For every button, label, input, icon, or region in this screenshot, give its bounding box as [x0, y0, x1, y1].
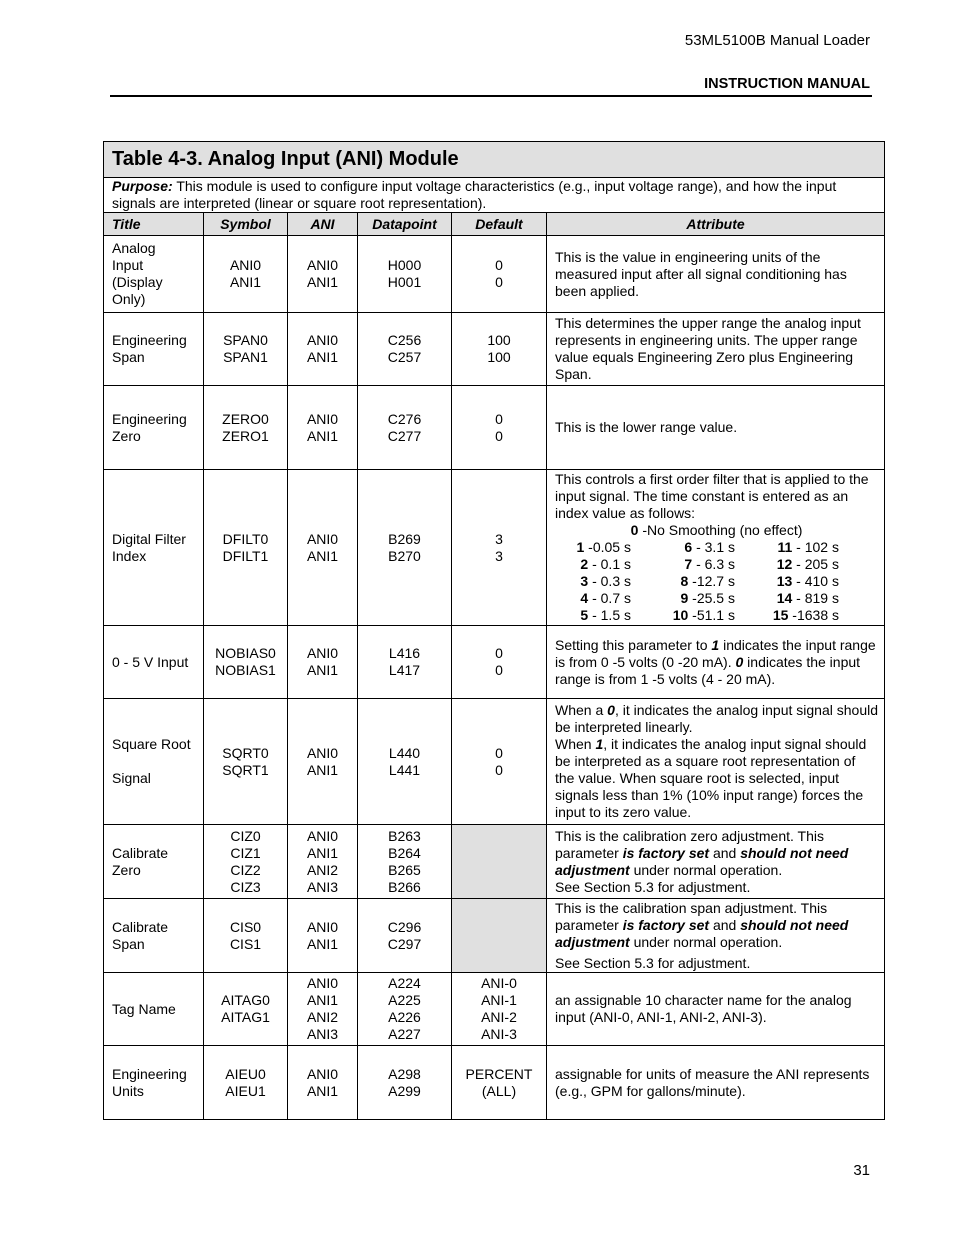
symbol-value: DFILT0	[222, 530, 269, 547]
table-row	[104, 386, 885, 470]
attribute-text: , it indicates the analog input signal should be interpreted as a square root representation of the value. When square root is selected, input signals less than 1% (10% input range) forces the input to its zero value.	[555, 736, 867, 820]
ani-value: ANI2	[306, 861, 339, 878]
filter-entry	[555, 607, 659, 624]
filter-zero-line	[555, 522, 878, 539]
row-attribute: an assignable 10 character name for the analog input (ANI-0, ANI-1, ANI-2, ANI-3).	[547, 973, 885, 1046]
default-value: 0	[495, 427, 503, 444]
symbol-value: SQRT0	[222, 744, 269, 761]
datapoint-value: A298	[388, 1065, 421, 1082]
filter-index: 6	[684, 539, 693, 555]
filter-value: - 1.5 s	[588, 607, 631, 623]
datapoint-value: H001	[387, 274, 422, 290]
default-value: 0	[495, 744, 503, 761]
ani-value: ANI1	[306, 844, 339, 861]
table-row	[104, 825, 885, 899]
filter-entry	[555, 539, 659, 556]
filter-index: 14	[776, 590, 793, 606]
default-value: 100	[487, 332, 511, 348]
row-symbol	[204, 626, 288, 699]
datapoint-value: B270	[388, 547, 421, 564]
filter-entry	[555, 590, 659, 607]
ani-value: ANI2	[306, 1009, 339, 1025]
row-symbol	[204, 1046, 288, 1120]
table-row	[104, 313, 885, 386]
attribute-text: and	[709, 916, 741, 933]
default-value: 100	[487, 349, 511, 365]
filter-value: - 3.1 s	[692, 539, 735, 555]
row-datapoint	[358, 470, 452, 626]
default-value: 0	[495, 410, 503, 427]
ani-value: ANI0	[306, 827, 339, 844]
row-title	[104, 825, 204, 899]
row-default	[452, 470, 547, 626]
ani-value: ANI3	[306, 878, 339, 895]
filter-value: -25.5 s	[688, 590, 735, 606]
table-row	[104, 626, 885, 699]
filter-value: -1638 s	[788, 607, 839, 623]
row-attribute	[547, 699, 885, 825]
row-symbol	[204, 386, 288, 470]
datapoint-value: B265	[388, 861, 421, 878]
default-value: ANI-0	[481, 975, 517, 991]
ani-value: ANI0	[306, 1065, 339, 1082]
attribute-emphasis: should not need adjustment	[555, 844, 849, 878]
manual-label: INSTRUCTION MANUAL	[704, 76, 870, 92]
filter-index: 7	[684, 556, 693, 572]
ani-value: ANI0	[306, 975, 339, 991]
title-line: Span	[112, 935, 145, 952]
filter-index: 9	[680, 590, 689, 606]
attribute-text: under normal operation.	[629, 933, 783, 950]
row-attribute	[547, 899, 885, 973]
symbol-value: ANI0	[229, 257, 262, 273]
default-value: 0	[495, 257, 503, 273]
ani-value: ANI1	[306, 274, 339, 290]
document-title: 53ML5100B Manual Loader	[684, 32, 870, 49]
attribute-see-section: See Section 5.3 for adjustment.	[555, 878, 751, 895]
column-header-row	[104, 213, 885, 236]
row-datapoint	[358, 313, 452, 386]
default-value: 0	[495, 645, 503, 661]
filter-description: This controls a first order filter that is applied to the input signal. The time constant is entered as an index value as follows:	[555, 471, 869, 521]
row-ani	[288, 386, 358, 470]
attribute-paragraph	[555, 702, 878, 736]
row-symbol	[204, 699, 288, 825]
filter-value: - 0.3 s	[588, 573, 631, 589]
column-header-ani: ANI	[288, 213, 358, 236]
filter-index: 13	[776, 573, 793, 589]
row-title: Tag Name	[104, 973, 204, 1046]
row-symbol	[204, 973, 288, 1046]
attribute-emphasis: is factory set	[622, 916, 710, 933]
filter-index-table	[555, 539, 878, 624]
title-line: Zero	[112, 427, 141, 444]
row-datapoint	[358, 236, 452, 313]
filter-index: 8	[680, 573, 689, 589]
datapoint-value: C276	[387, 410, 422, 427]
filter-index: 11	[777, 539, 793, 555]
table-row	[104, 699, 885, 825]
ani-value: ANI1	[306, 935, 339, 952]
purpose-row	[104, 178, 885, 213]
filter-entry	[555, 573, 659, 590]
attribute-text: under normal operation.	[629, 861, 783, 878]
ani-module-table	[103, 141, 885, 1120]
purpose-text: This module is used to configure input voltage characteristics (e.g., input voltage range), and how the input signals are interpreted (linear or square root representation).	[112, 178, 837, 211]
filter-entry	[763, 573, 867, 590]
filter-index: 0	[630, 522, 639, 538]
filter-index: 12	[776, 556, 793, 572]
row-ani	[288, 973, 358, 1046]
filter-value: - 0.1 s	[588, 556, 631, 572]
filter-index: 3	[580, 573, 589, 589]
symbol-value: AIEU1	[225, 1082, 266, 1099]
default-value: 0	[495, 761, 503, 778]
row-attribute: This determines the upper range the analog input represents in engineering units. The upper range value equals Engineering Zero plus Engineering Span.	[547, 313, 885, 386]
row-ani	[288, 313, 358, 386]
title-line: Calibrate	[112, 918, 169, 935]
attribute-emphasis: should not need adjustment	[555, 916, 849, 950]
datapoint-value: L417	[388, 662, 421, 678]
symbol-value: NOBIAS0	[215, 645, 276, 661]
filter-entry	[659, 573, 763, 590]
filter-value: -51.1 s	[688, 607, 735, 623]
attribute-text: , it indicates the analog input signal should be interpreted linearly.	[555, 702, 879, 735]
attribute-text: and	[709, 844, 741, 861]
ani-value: ANI1	[306, 1082, 339, 1099]
row-datapoint	[358, 626, 452, 699]
datapoint-value: A225	[388, 992, 421, 1008]
row-ani	[288, 626, 358, 699]
title-line: Square Root	[112, 736, 191, 752]
filter-entry	[763, 590, 867, 607]
row-default	[452, 386, 547, 470]
title-line: (Display	[112, 274, 163, 290]
table-row	[104, 236, 885, 313]
symbol-value: SPAN1	[223, 349, 268, 365]
row-default	[452, 699, 547, 825]
row-title	[104, 899, 204, 973]
datapoint-value: C297	[387, 935, 422, 952]
attribute-text: indicates the input range is from 0 -5 volts (0 -20 mA).	[555, 636, 876, 670]
title-line: Span	[112, 349, 145, 365]
title-line: Signal	[112, 770, 151, 786]
row-symbol	[204, 470, 288, 626]
filter-entry	[659, 590, 763, 607]
symbol-value: CIS1	[229, 935, 262, 952]
filter-index: 10	[672, 607, 689, 623]
row-ani	[288, 236, 358, 313]
datapoint-value: B269	[388, 530, 421, 547]
filter-value: -12.7 s	[688, 573, 735, 589]
default-value: ANI-2	[481, 1009, 517, 1025]
symbol-value: CIS0	[229, 918, 262, 935]
table-row	[104, 1046, 885, 1120]
row-attribute	[547, 626, 885, 699]
filter-entry	[555, 556, 659, 573]
title-line: Index	[112, 547, 147, 564]
filter-value: - 102 s	[792, 539, 839, 555]
row-symbol	[204, 825, 288, 899]
row-symbol	[204, 313, 288, 386]
symbol-value: AITAG0	[221, 992, 270, 1008]
title-line: Engineering	[112, 1065, 187, 1082]
default-value: PERCENT	[465, 1065, 533, 1082]
filter-value: - 6.3 s	[692, 556, 735, 572]
row-ani	[288, 699, 358, 825]
attribute-paragraph	[555, 736, 878, 821]
filter-entry	[763, 607, 867, 624]
row-datapoint	[358, 1046, 452, 1120]
filter-value: - 410 s	[792, 573, 839, 589]
symbol-value: AITAG1	[221, 1009, 270, 1025]
attribute-text: This is the calibration span adjustment. This parameter	[555, 899, 828, 933]
ani-value: ANI1	[306, 761, 339, 778]
symbol-value: ANI1	[229, 274, 262, 290]
row-attribute	[547, 470, 885, 626]
table-row	[104, 899, 885, 973]
filter-entry	[763, 556, 867, 573]
datapoint-value: A226	[388, 1009, 421, 1025]
datapoint-value: L440	[388, 744, 421, 761]
datapoint-value: C296	[387, 918, 422, 935]
ani-value: ANI1	[306, 547, 339, 564]
symbol-value: ZERO0	[222, 410, 269, 427]
symbol-value: CIZ3	[230, 878, 261, 895]
row-symbol	[204, 899, 288, 973]
datapoint-value: L441	[388, 761, 421, 778]
ani-value: ANI1	[306, 427, 339, 444]
title-line: Engineering	[112, 410, 187, 427]
symbol-value: CIZ0	[230, 827, 261, 844]
row-default	[452, 973, 547, 1046]
attribute-text: indicates the input range is from 1 -5 volts (4 - 20 mA).	[555, 653, 861, 687]
column-header-symbol: Symbol	[204, 213, 288, 236]
row-title: 0 - 5 V Input	[104, 626, 204, 699]
filter-entry	[763, 539, 867, 556]
row-ani	[288, 470, 358, 626]
symbol-value: SPAN0	[223, 332, 268, 348]
filter-value: - 205 s	[792, 556, 839, 572]
row-symbol	[204, 236, 288, 313]
row-default-empty	[452, 899, 547, 973]
attribute-text: When	[555, 736, 596, 752]
attribute-text: Setting this parameter to	[555, 636, 712, 653]
filter-entry	[659, 607, 763, 624]
row-ani	[288, 1046, 358, 1120]
attribute-emphasis: is factory set	[622, 844, 710, 861]
filter-entry	[659, 539, 763, 556]
filter-index: 4	[580, 590, 589, 606]
row-datapoint	[358, 899, 452, 973]
row-title	[104, 699, 204, 825]
default-value: 3	[495, 530, 503, 547]
datapoint-value: B263	[388, 827, 421, 844]
ani-value: ANI0	[306, 410, 339, 427]
filter-value: -0.05 s	[584, 539, 631, 555]
title-line: Digital Filter	[112, 530, 186, 547]
attribute-emphasis: 0	[607, 702, 615, 718]
title-line: Only)	[112, 291, 146, 307]
ani-value: ANI0	[306, 645, 339, 661]
row-datapoint	[358, 973, 452, 1046]
row-datapoint	[358, 699, 452, 825]
attribute-emphasis: 1	[711, 636, 720, 653]
filter-index: 15	[772, 607, 789, 623]
purpose-label: Purpose:	[112, 178, 173, 194]
row-attribute	[547, 825, 885, 899]
row-title	[104, 313, 204, 386]
filter-index: 1	[576, 539, 585, 555]
attribute-text: This is the calibration zero adjustment. This parameter	[555, 827, 824, 861]
ani-value: ANI0	[306, 332, 339, 348]
attribute-text: When a	[555, 702, 608, 718]
row-title	[104, 236, 204, 313]
row-datapoint	[358, 825, 452, 899]
attribute-emphasis: 0	[735, 653, 744, 670]
title-line: Calibrate	[112, 844, 169, 861]
ani-value: ANI3	[306, 1026, 339, 1042]
symbol-value: ZERO1	[222, 427, 269, 444]
row-default	[452, 313, 547, 386]
row-title	[104, 386, 204, 470]
title-line: Units	[112, 1082, 144, 1099]
default-value: ANI-1	[481, 992, 517, 1008]
title-line: Zero	[112, 861, 141, 878]
datapoint-value: L416	[388, 645, 421, 661]
default-value: (ALL)	[481, 1082, 517, 1099]
title-line: Engineering	[112, 332, 187, 348]
table-title: Table 4-3. Analog Input (ANI) Module	[104, 142, 885, 178]
row-default	[452, 236, 547, 313]
filter-value: -No Smoothing (no effect)	[638, 522, 803, 538]
filter-value: - 819 s	[792, 590, 839, 606]
datapoint-value: C277	[387, 427, 422, 444]
page-number: 31	[853, 1162, 870, 1179]
row-attribute: This is the lower range value.	[547, 386, 885, 470]
datapoint-value: B266	[388, 878, 421, 895]
datapoint-value: A227	[388, 1026, 421, 1042]
row-title	[104, 470, 204, 626]
column-header-datapoint: Datapoint	[358, 213, 452, 236]
title-line: Analog	[112, 240, 156, 256]
datapoint-value: B264	[388, 844, 421, 861]
attribute-emphasis: 1	[595, 736, 604, 752]
row-ani	[288, 825, 358, 899]
filter-entry	[659, 556, 763, 573]
default-value: 0	[495, 274, 503, 290]
datapoint-value: A224	[388, 975, 421, 991]
column-header-attribute: Attribute	[547, 213, 885, 236]
datapoint-value: C257	[387, 349, 422, 365]
column-header-default: Default	[452, 213, 547, 236]
column-header-title: Title	[104, 213, 204, 236]
filter-index: 5	[580, 607, 589, 623]
ani-value: ANI1	[306, 662, 339, 678]
filter-value: - 0.7 s	[588, 590, 631, 606]
symbol-value: CIZ1	[230, 844, 261, 861]
row-default	[452, 626, 547, 699]
symbol-value: AIEU0	[225, 1065, 266, 1082]
symbol-value: NOBIAS1	[215, 662, 276, 678]
ani-value: ANI0	[306, 744, 339, 761]
datapoint-value: H000	[387, 257, 422, 273]
row-title	[104, 1046, 204, 1120]
symbol-value: DFILT1	[222, 547, 269, 564]
title-spacer	[112, 753, 199, 770]
attribute-see-section: See Section 5.3 for adjustment.	[555, 954, 751, 971]
title-line: Input	[112, 257, 144, 273]
ani-value: ANI0	[306, 257, 339, 273]
datapoint-value: A299	[388, 1082, 421, 1099]
table-row	[104, 470, 885, 626]
default-value: 3	[495, 547, 503, 564]
symbol-value: SQRT1	[222, 761, 269, 778]
ani-value: ANI1	[306, 349, 339, 365]
symbol-value: CIZ2	[230, 861, 261, 878]
default-value: ANI-3	[481, 1026, 517, 1042]
ani-value: ANI0	[306, 918, 339, 935]
ani-value: ANI1	[306, 992, 339, 1008]
header-rule	[110, 95, 872, 97]
filter-index: 2	[580, 556, 589, 572]
default-value: 0	[495, 662, 503, 678]
row-datapoint	[358, 386, 452, 470]
datapoint-value: C256	[387, 332, 422, 348]
table-row	[104, 973, 885, 1046]
row-ani	[288, 899, 358, 973]
row-attribute: assignable for units of measure the ANI represents (e.g., GPM for gallons/minute).	[547, 1046, 885, 1120]
row-attribute: This is the value in engineering units of the measured input after all signal conditioning has been applied.	[547, 236, 885, 313]
row-default-empty	[452, 825, 547, 899]
row-default	[452, 1046, 547, 1120]
ani-value: ANI0	[306, 530, 339, 547]
